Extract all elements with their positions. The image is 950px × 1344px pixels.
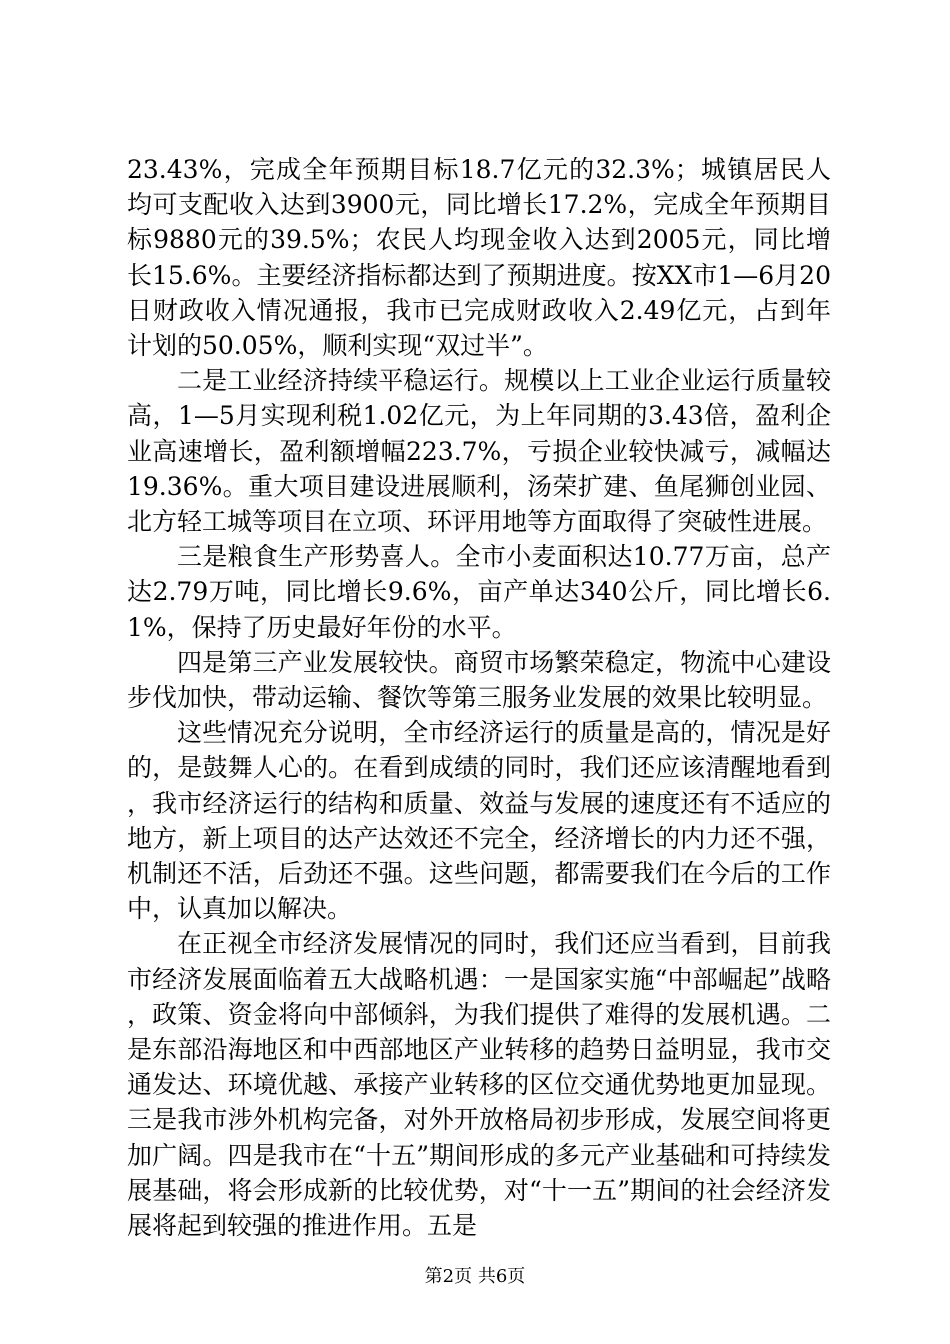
paragraph-3: 三是粮食生产形势喜人。全市小麦面积达10.77万亩，总产达2.79万吨，同比增长9.6%，亩产单达340公斤，同比增长6.1%，保持了历史最好年份的水平。: [127, 542, 831, 642]
document-body: [127, 152, 831, 1243]
paragraph-4: 四是第三产业发展较快。商贸市场繁荣稳定，物流中心建设步伐加快，带动运输、餐饮等第三服务业发展的效果比较明显。: [127, 647, 831, 713]
paragraph-2: 二是工业经济持续平稳运行。规模以上工业企业运行质量较高，1—5月实现利税1.02亿元，为上年同期的3.43倍，盈利企业高速增长，盈利额增幅223.7%，亏损企业较快减亏，减幅达19.36%。重大项目建设进展顺利，汤荣扩建、鱼尾狮创业园、北方轻工城等项目在立项、环评用地等方面取得了突破性进展。: [127, 366, 831, 537]
paragraph-1: 23.43%，完成全年预期目标18.7亿元的32.3%；城镇居民人均可支配收入达到3900元，同比增长17.2%，完成全年预期目标9880元的39.5%；农民人均现金收入达到2005元，同比增长15.6%。主要经济指标都达到了预期进度。按XX市1—6月20日财政收入情况通报，我市已完成财政收入2.49亿元，占到年计划的50.05%，顺利实现“双过半”。: [127, 155, 831, 361]
paragraph-6: 在正视全市经济发展情况的同时，我们还应当看到，目前我市经济发展面临着五大战略机遇：一是国家实施“中部崛起”战略，政策、资金将向中部倾斜，为我们提供了难得的发展机遇。二是东部沿海地区和中西部地区产业转移的趋势日益明显，我市交通发达、环境优越、承接产业转移的区位交通优势地更加显现。三是我市涉外机构完备，对外开放格局初步形成，发展空间将更加广阔。四是我市在“十五”期间形成的多元产业基础和可持续发展基础，将会形成新的比较优势，对“十一五”期间的社会经济发展将起到较强的推进作用。五是: [127, 929, 831, 1241]
paragraph-5: 这些情况充分说明，全市经济运行的质量是高的，情况是好的，是鼓舞人心的。在看到成绩的同时，我们还应该清醒地看到，我市经济运行的结构和质量、效益与发展的速度还有不适应的地方，新上项目的达产达效还不完全，经济增长的内力还不强，机制还不活，后劲还不强。这些问题，都需要我们在今后的工作中，认真加以解决。: [127, 718, 831, 924]
page-number-footer: 第2页 共6页: [424, 1266, 526, 1287]
